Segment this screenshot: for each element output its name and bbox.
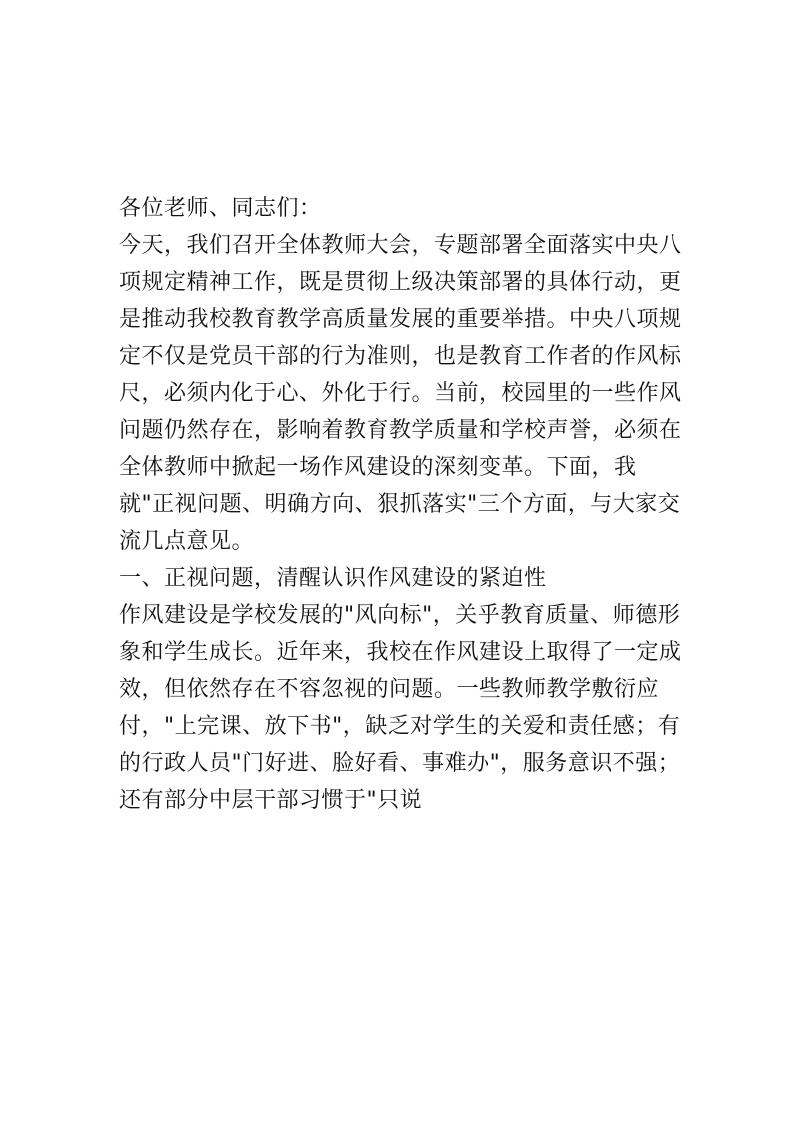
salutation: 各位老师、同志们：	[119, 196, 322, 221]
section-1-paragraph: 作风建设是学校发展的"风向标"，关乎教育质量、师德形象和学生成长。近年来，我校在作风建设上取得了一定成效，但依然存在不容忽视的问题。一些教师教学敷衍应付，"上完课、放下书"，缺乏对学生的关爱和责任感；有的行政人员"门好进、脸好看、事难办"，服务意识不强；还有部分中层干部习惯于"只说	[119, 603, 682, 813]
section-1-heading: 一、正视问题，清醒认识作风建设的紧迫性	[119, 566, 547, 591]
document-body	[119, 190, 689, 819]
intro-paragraph: 今天，我们召开全体教师大会，专题部署全面落实中央八项规定精神工作，既是贯彻上级决策部署的具体行动，更是推动我校教育教学高质量发展的重要举措。中央八项规定不仅是党员干部的行为准则，也是教育工作者的作风标尺，必须内化于心、外化于行。当前，校园里的一些作风问题仍然存在，影响着教育教学质量和学校声誉，必须在全体教师中掀起一场作风建设的深刻变革。下面，我就"正视问题、明确方向、狠抓落实"三个方面，与大家交流几点意见。	[119, 233, 682, 554]
